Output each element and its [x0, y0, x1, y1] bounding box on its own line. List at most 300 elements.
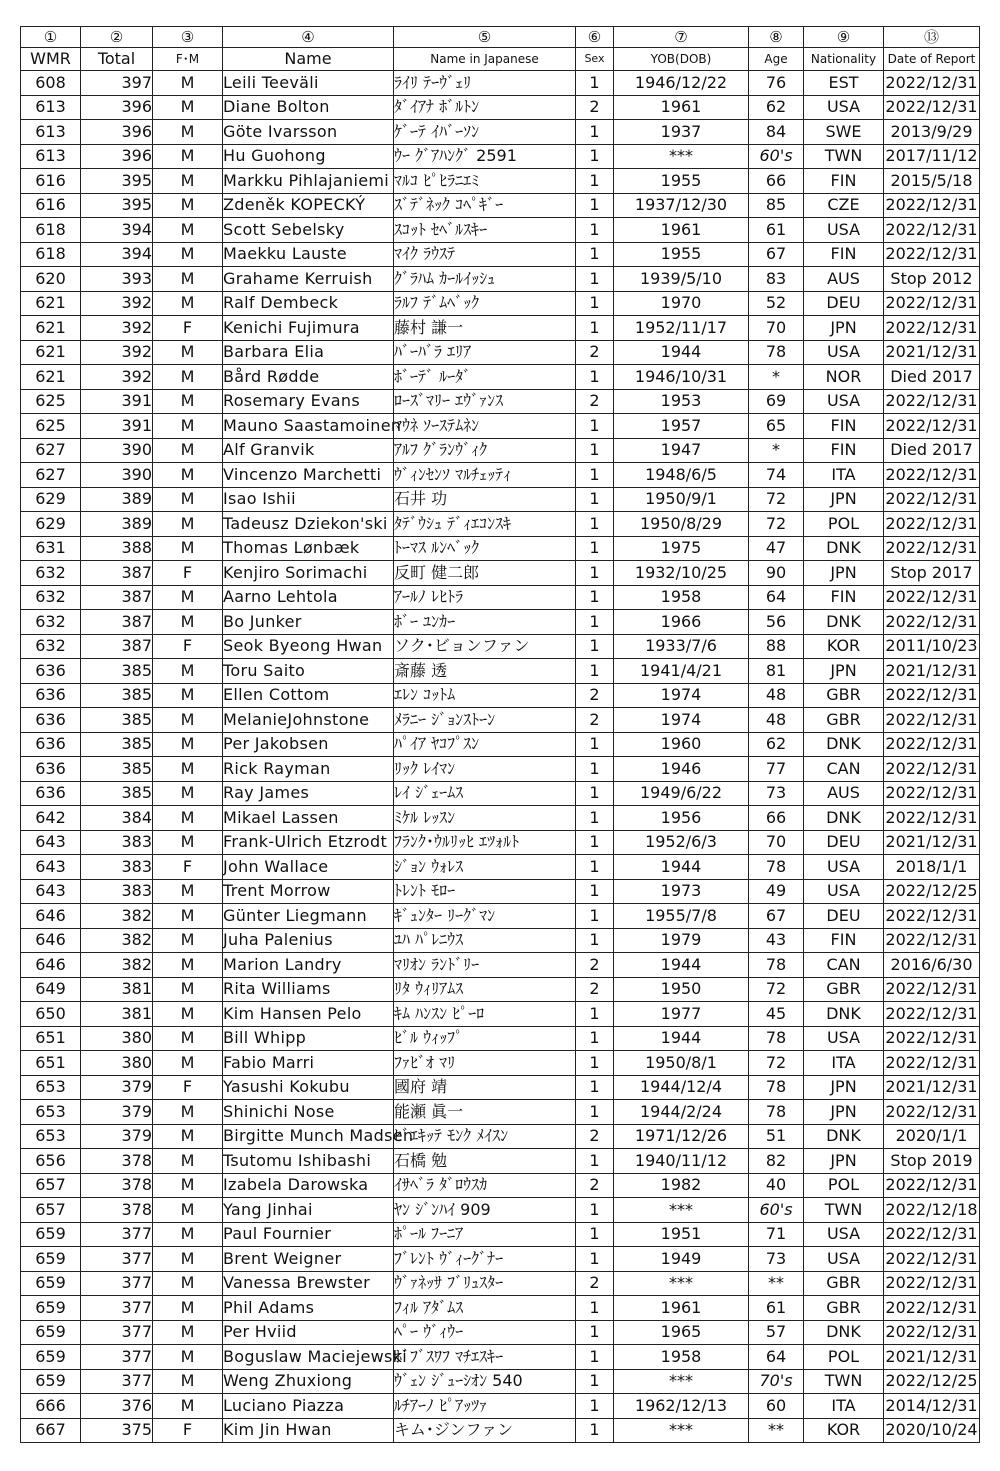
- age-cell: *: [749, 438, 804, 463]
- report-date-cell: 2022/12/31: [884, 806, 980, 831]
- total-cell: 378: [81, 1149, 153, 1174]
- name-cell: Phil Adams: [223, 1296, 394, 1321]
- report-date-cell: 2022/12/31: [884, 904, 980, 929]
- age-cell: 64: [749, 1345, 804, 1370]
- fm-cell: M: [153, 1394, 223, 1419]
- wmr-cell: 636: [21, 708, 81, 733]
- report-date-cell: 2022/12/31: [884, 1247, 980, 1272]
- japanese-name-cell: ﾘｯｸ ﾚｲﾏﾝ: [394, 757, 576, 782]
- table-row: [21, 365, 980, 390]
- sex-cell: 1: [576, 512, 614, 537]
- table-row: [21, 389, 980, 414]
- yob-cell: 1961: [614, 1296, 749, 1321]
- japanese-name-cell: ﾕﾊ ﾊﾟﾚﾆｳｽ: [394, 928, 576, 953]
- sex-cell: 1: [576, 1369, 614, 1394]
- table-row: [21, 1345, 980, 1370]
- sex-cell: 1: [576, 267, 614, 292]
- japanese-name-cell: ｷﾑ ﾊﾝｽﾝ ﾋﾟｰﾛ: [394, 1002, 576, 1027]
- name-cell: Vincenzo Marchetti: [223, 463, 394, 488]
- japanese-name-cell: ﾙﾁｱｰﾉ ﾋﾟｱｯﾂｧ: [394, 1394, 576, 1419]
- name-cell: Rosemary Evans: [223, 389, 394, 414]
- fm-cell: M: [153, 1247, 223, 1272]
- fm-cell: F: [153, 316, 223, 341]
- name-cell: Rita Williams: [223, 977, 394, 1002]
- total-cell: 379: [81, 1124, 153, 1149]
- fm-cell: M: [153, 1149, 223, 1174]
- wmr-cell: 659: [21, 1271, 81, 1296]
- fm-cell: M: [153, 1320, 223, 1345]
- col-num-date: ⑬: [884, 27, 980, 48]
- sex-cell: 1: [576, 1002, 614, 1027]
- yob-cell: 1961: [614, 95, 749, 120]
- wmr-cell: 625: [21, 389, 81, 414]
- col-num-fm: ③: [153, 27, 223, 48]
- name-cell: Kim Hansen Pelo: [223, 1002, 394, 1027]
- col-label-total: Total: [81, 48, 153, 71]
- yob-cell: 1940/11/12: [614, 1149, 749, 1174]
- report-date-cell: 2022/12/31: [884, 242, 980, 267]
- sex-cell: 1: [576, 438, 614, 463]
- yob-cell: 1965: [614, 1320, 749, 1345]
- total-cell: 385: [81, 781, 153, 806]
- wmr-cell: 646: [21, 928, 81, 953]
- report-date-cell: 2021/12/31: [884, 340, 980, 365]
- wmr-cell: 643: [21, 830, 81, 855]
- japanese-name-cell: ﾌﾗﾝｸ･ｳﾙﾘｯﾋ ｴﾂｫﾙﾄ: [394, 830, 576, 855]
- age-cell: 60: [749, 1394, 804, 1419]
- name-cell: Maekku Lauste: [223, 242, 394, 267]
- age-cell: 73: [749, 1247, 804, 1272]
- yob-cell: 1944/2/24: [614, 1100, 749, 1125]
- japanese-name-cell: ﾎﾟｰﾙ ﾌｰﾆｱ: [394, 1222, 576, 1247]
- ranking-table: [20, 26, 980, 1443]
- fm-cell: M: [153, 977, 223, 1002]
- nationality-cell: GBR: [804, 708, 884, 733]
- sex-cell: 1: [576, 781, 614, 806]
- name-cell: Thomas Lønbæk: [223, 536, 394, 561]
- age-cell: 72: [749, 977, 804, 1002]
- table-row: [21, 414, 980, 439]
- yob-cell: 1960: [614, 732, 749, 757]
- total-cell: 383: [81, 855, 153, 880]
- total-cell: 392: [81, 291, 153, 316]
- name-cell: Hu Guohong: [223, 144, 394, 169]
- nationality-cell: FIN: [804, 928, 884, 953]
- age-cell: 71: [749, 1222, 804, 1247]
- report-date-cell: Died 2017: [884, 438, 980, 463]
- japanese-name-cell: ﾏｲｸ ﾗｳｽﾃ: [394, 242, 576, 267]
- nationality-cell: CAN: [804, 757, 884, 782]
- fm-cell: M: [153, 120, 223, 145]
- report-date-cell: 2022/12/31: [884, 1320, 980, 1345]
- table-row: [21, 316, 980, 341]
- total-cell: 390: [81, 438, 153, 463]
- table-row: [21, 1369, 980, 1394]
- yob-cell: 1971/12/26: [614, 1124, 749, 1149]
- wmr-cell: 651: [21, 1051, 81, 1076]
- nationality-cell: FIN: [804, 414, 884, 439]
- yob-cell: 1933/7/6: [614, 634, 749, 659]
- table-row: [21, 120, 980, 145]
- report-date-cell: 2022/12/31: [884, 1051, 980, 1076]
- age-cell: 57: [749, 1320, 804, 1345]
- table-row: [21, 1100, 980, 1125]
- report-date-cell: 2022/12/31: [884, 585, 980, 610]
- report-date-cell: 2022/12/31: [884, 757, 980, 782]
- name-cell: Aarno Lehtola: [223, 585, 394, 610]
- wmr-cell: 613: [21, 144, 81, 169]
- nationality-cell: USA: [804, 389, 884, 414]
- table-row: [21, 1051, 980, 1076]
- wmr-cell: 659: [21, 1247, 81, 1272]
- nationality-cell: FIN: [804, 438, 884, 463]
- wmr-cell: 621: [21, 316, 81, 341]
- nationality-cell: ITA: [804, 1394, 884, 1419]
- table-row: [21, 487, 980, 512]
- total-cell: 387: [81, 634, 153, 659]
- wmr-cell: 653: [21, 1100, 81, 1125]
- yob-cell: 1946/12/22: [614, 71, 749, 96]
- age-cell: 78: [749, 1100, 804, 1125]
- nationality-cell: DNK: [804, 1124, 884, 1149]
- name-cell: Kenichi Fujimura: [223, 316, 394, 341]
- total-cell: 392: [81, 340, 153, 365]
- age-cell: 81: [749, 659, 804, 684]
- fm-cell: M: [153, 879, 223, 904]
- col-label-yob: YOB(DOB): [614, 48, 749, 71]
- total-cell: 376: [81, 1394, 153, 1419]
- japanese-name-cell: ｴﾚﾝ ｺｯﾄﾑ: [394, 683, 576, 708]
- report-date-cell: 2022/12/25: [884, 879, 980, 904]
- sex-cell: 1: [576, 757, 614, 782]
- total-cell: 380: [81, 1051, 153, 1076]
- fm-cell: M: [153, 291, 223, 316]
- sex-cell: 1: [576, 1247, 614, 1272]
- sex-cell: 1: [576, 414, 614, 439]
- sex-cell: 1: [576, 806, 614, 831]
- fm-cell: M: [153, 1222, 223, 1247]
- japanese-name-cell: 石橋 勉: [394, 1149, 576, 1174]
- sex-cell: 2: [576, 95, 614, 120]
- age-cell: 78: [749, 340, 804, 365]
- total-cell: 389: [81, 512, 153, 537]
- report-date-cell: Stop 2012: [884, 267, 980, 292]
- table-row: [21, 340, 980, 365]
- report-date-cell: 2022/12/31: [884, 708, 980, 733]
- nationality-cell: GBR: [804, 1271, 884, 1296]
- japanese-name-cell: ﾌﾞﾚﾝﾄ ｳﾞｨｰｸﾞﾅｰ: [394, 1247, 576, 1272]
- total-cell: 383: [81, 830, 153, 855]
- name-cell: Leili Teeväli: [223, 71, 394, 96]
- wmr-cell: 646: [21, 953, 81, 978]
- report-date-cell: 2022/12/31: [884, 71, 980, 96]
- nationality-cell: USA: [804, 1222, 884, 1247]
- table-row: [21, 830, 980, 855]
- age-cell: 47: [749, 536, 804, 561]
- report-date-cell: 2022/12/31: [884, 928, 980, 953]
- sex-cell: 1: [576, 120, 614, 145]
- japanese-name-cell: ﾒﾗﾆｰ ｼﾞｮﾝｽﾄｰﾝ: [394, 708, 576, 733]
- yob-cell: 1957: [614, 414, 749, 439]
- age-cell: 40: [749, 1173, 804, 1198]
- age-cell: 88: [749, 634, 804, 659]
- age-cell: 77: [749, 757, 804, 782]
- nationality-cell: DNK: [804, 806, 884, 831]
- wmr-cell: 636: [21, 781, 81, 806]
- wmr-cell: 621: [21, 340, 81, 365]
- fm-cell: M: [153, 830, 223, 855]
- report-date-cell: 2015/5/18: [884, 169, 980, 194]
- name-cell: Mauno Saastamoinen: [223, 414, 394, 439]
- sex-cell: 1: [576, 1026, 614, 1051]
- japanese-name-cell: ﾌｨﾙ ｱﾀﾞﾑｽ: [394, 1296, 576, 1321]
- nationality-cell: CZE: [804, 193, 884, 218]
- name-cell: Brent Weigner: [223, 1247, 394, 1272]
- nationality-cell: AUS: [804, 267, 884, 292]
- fm-cell: M: [153, 1051, 223, 1076]
- japanese-name-cell: ﾛｰｽﾞﾏﾘｰ ｴｳﾞｧﾝｽ: [394, 389, 576, 414]
- yob-cell: 1962/12/13: [614, 1394, 749, 1419]
- japanese-name-cell: ﾋﾞﾙ ｳｨｯﾌﾟ: [394, 1026, 576, 1051]
- japanese-name-cell: ｹﾞｰﾃ ｲﾊﾞｰｿﾝ: [394, 120, 576, 145]
- nationality-cell: DEU: [804, 291, 884, 316]
- name-cell: Per Jakobsen: [223, 732, 394, 757]
- wmr-cell: 650: [21, 1002, 81, 1027]
- yob-cell: 1939/5/10: [614, 267, 749, 292]
- japanese-name-cell: 國府 靖: [394, 1075, 576, 1100]
- nationality-cell: DEU: [804, 904, 884, 929]
- table-row: [21, 757, 980, 782]
- col-num-age: ⑧: [749, 27, 804, 48]
- age-cell: 61: [749, 218, 804, 243]
- yob-cell: 1955: [614, 242, 749, 267]
- total-cell: 382: [81, 904, 153, 929]
- yob-cell: 1951: [614, 1222, 749, 1247]
- yob-cell: 1961: [614, 218, 749, 243]
- table-row: [21, 977, 980, 1002]
- nationality-cell: DNK: [804, 536, 884, 561]
- table-row: [21, 634, 980, 659]
- report-date-cell: 2018/1/1: [884, 855, 980, 880]
- col-num-wmr: ①: [21, 27, 81, 48]
- wmr-cell: 636: [21, 683, 81, 708]
- sex-cell: 1: [576, 193, 614, 218]
- sex-cell: 2: [576, 389, 614, 414]
- yob-cell: 1932/10/25: [614, 561, 749, 586]
- age-cell: 70: [749, 316, 804, 341]
- table-body: [21, 71, 980, 1443]
- japanese-name-cell: ﾘﾀ ｳｨﾘｱﾑｽ: [394, 977, 576, 1002]
- fm-cell: M: [153, 1173, 223, 1198]
- sex-cell: 1: [576, 291, 614, 316]
- wmr-cell: 646: [21, 904, 81, 929]
- yob-cell: 1944: [614, 953, 749, 978]
- fm-cell: M: [153, 1100, 223, 1125]
- wmr-cell: 627: [21, 438, 81, 463]
- age-cell: 61: [749, 1296, 804, 1321]
- sex-cell: 1: [576, 144, 614, 169]
- age-cell: 82: [749, 1149, 804, 1174]
- name-cell: Per Hviid: [223, 1320, 394, 1345]
- report-date-cell: 2022/12/31: [884, 1222, 980, 1247]
- nationality-cell: GBR: [804, 1296, 884, 1321]
- age-cell: 62: [749, 732, 804, 757]
- yob-cell: 1953: [614, 389, 749, 414]
- total-cell: 385: [81, 757, 153, 782]
- total-cell: 396: [81, 144, 153, 169]
- total-cell: 397: [81, 71, 153, 96]
- report-date-cell: 2014/12/31: [884, 1394, 980, 1419]
- table-row: [21, 806, 980, 831]
- report-date-cell: 2020/10/24: [884, 1418, 980, 1443]
- report-date-cell: 2022/12/31: [884, 316, 980, 341]
- name-cell: Isao Ishii: [223, 487, 394, 512]
- report-date-cell: 2022/12/31: [884, 1026, 980, 1051]
- report-date-cell: 2022/12/31: [884, 512, 980, 537]
- age-cell: 62: [749, 95, 804, 120]
- fm-cell: M: [153, 144, 223, 169]
- nationality-cell: DNK: [804, 1320, 884, 1345]
- japanese-name-cell: ﾏﾘｵﾝ ﾗﾝﾄﾞﾘｰ: [394, 953, 576, 978]
- japanese-name-cell: ﾗｲﾘ ﾃｰｳﾞｪﾘ: [394, 71, 576, 96]
- total-cell: 382: [81, 928, 153, 953]
- name-cell: Marion Landry: [223, 953, 394, 978]
- yob-cell: 1948/6/5: [614, 463, 749, 488]
- nationality-cell: JPN: [804, 1100, 884, 1125]
- yob-cell: 1952/6/3: [614, 830, 749, 855]
- report-date-cell: 2022/12/31: [884, 193, 980, 218]
- fm-cell: M: [153, 71, 223, 96]
- yob-cell: 1970: [614, 291, 749, 316]
- wmr-cell: 631: [21, 536, 81, 561]
- fm-cell: M: [153, 1198, 223, 1223]
- japanese-name-cell: ｲｻﾍﾞﾗ ﾀﾞﾛｳｽｶ: [394, 1173, 576, 1198]
- japanese-name-cell: ﾗﾙﾌ ﾃﾞﾑﾍﾞｯｸ: [394, 291, 576, 316]
- japanese-name-cell: 石井 功: [394, 487, 576, 512]
- yob-cell: 1946: [614, 757, 749, 782]
- japanese-name-cell: ﾎﾞｰﾃﾞ ﾙｰﾀﾞ: [394, 365, 576, 390]
- age-cell: 85: [749, 193, 804, 218]
- japanese-name-cell: ﾊﾟｲｱ ﾔｺﾌﾟｽﾝ: [394, 732, 576, 757]
- fm-cell: M: [153, 1124, 223, 1149]
- sex-cell: 1: [576, 487, 614, 512]
- yob-cell: 1950/9/1: [614, 487, 749, 512]
- nationality-cell: AUS: [804, 781, 884, 806]
- nationality-cell: JPN: [804, 659, 884, 684]
- fm-cell: M: [153, 1345, 223, 1370]
- yob-cell: 1950: [614, 977, 749, 1002]
- table-row: [21, 193, 980, 218]
- japanese-name-cell: ｳｰ ｸﾞｱﾊﾝｸﾞ 2591: [394, 144, 576, 169]
- age-cell: 45: [749, 1002, 804, 1027]
- total-cell: 385: [81, 732, 153, 757]
- total-cell: 380: [81, 1026, 153, 1051]
- fm-cell: M: [153, 365, 223, 390]
- age-cell: 64: [749, 585, 804, 610]
- nationality-cell: USA: [804, 218, 884, 243]
- report-date-cell: 2022/12/31: [884, 414, 980, 439]
- sex-cell: 1: [576, 316, 614, 341]
- report-date-cell: 2022/12/31: [884, 1271, 980, 1296]
- table-row: [21, 928, 980, 953]
- age-cell: 66: [749, 169, 804, 194]
- nationality-cell: JPN: [804, 1149, 884, 1174]
- sex-cell: 1: [576, 610, 614, 635]
- sex-cell: 1: [576, 830, 614, 855]
- sex-cell: 2: [576, 977, 614, 1002]
- sex-cell: 1: [576, 659, 614, 684]
- yob-cell: 1958: [614, 1345, 749, 1370]
- total-cell: 381: [81, 977, 153, 1002]
- wmr-cell: 629: [21, 512, 81, 537]
- wmr-cell: 659: [21, 1345, 81, 1370]
- total-cell: 388: [81, 536, 153, 561]
- yob-cell: 1974: [614, 708, 749, 733]
- col-label-date: Date of Report: [884, 48, 980, 71]
- nationality-cell: JPN: [804, 1075, 884, 1100]
- report-date-cell: 2016/6/30: [884, 953, 980, 978]
- table-row: [21, 1075, 980, 1100]
- fm-cell: M: [153, 1002, 223, 1027]
- report-date-cell: 2022/12/31: [884, 218, 980, 243]
- wmr-cell: 659: [21, 1320, 81, 1345]
- total-cell: 378: [81, 1198, 153, 1223]
- name-cell: Juha Palenius: [223, 928, 394, 953]
- nationality-cell: NOR: [804, 365, 884, 390]
- report-date-cell: 2022/12/18: [884, 1198, 980, 1223]
- col-label-sex: Sex: [576, 48, 614, 71]
- nationality-cell: TWN: [804, 1369, 884, 1394]
- fm-cell: M: [153, 1296, 223, 1321]
- table-row: [21, 879, 980, 904]
- report-date-cell: 2022/12/31: [884, 95, 980, 120]
- total-cell: 392: [81, 316, 153, 341]
- japanese-name-cell: 反町 健二郎: [394, 561, 576, 586]
- report-date-cell: 2022/12/31: [884, 536, 980, 561]
- nationality-cell: SWE: [804, 120, 884, 145]
- total-cell: 389: [81, 487, 153, 512]
- age-cell: *: [749, 365, 804, 390]
- yob-cell: 1941/4/21: [614, 659, 749, 684]
- name-cell: Fabio Marri: [223, 1051, 394, 1076]
- fm-cell: M: [153, 953, 223, 978]
- name-cell: Alf Granvik: [223, 438, 394, 463]
- table-row: [21, 463, 980, 488]
- sex-cell: 2: [576, 953, 614, 978]
- table-row: [21, 512, 980, 537]
- yob-cell: 1944: [614, 855, 749, 880]
- yob-cell: 1952/11/17: [614, 316, 749, 341]
- table-row: [21, 71, 980, 96]
- age-cell: 65: [749, 414, 804, 439]
- table-row: [21, 169, 980, 194]
- report-date-cell: 2022/12/31: [884, 1296, 980, 1321]
- wmr-cell: 657: [21, 1173, 81, 1198]
- nationality-cell: FIN: [804, 242, 884, 267]
- sex-cell: 2: [576, 1271, 614, 1296]
- sex-cell: 1: [576, 1222, 614, 1247]
- wmr-cell: 649: [21, 977, 81, 1002]
- japanese-name-cell: ｱｰﾙﾉ ﾚﾋﾄﾗ: [394, 585, 576, 610]
- nationality-cell: JPN: [804, 487, 884, 512]
- table-row: [21, 1026, 980, 1051]
- sex-cell: 2: [576, 1124, 614, 1149]
- sex-cell: 1: [576, 463, 614, 488]
- total-cell: 385: [81, 683, 153, 708]
- report-date-cell: 2022/12/31: [884, 732, 980, 757]
- yob-cell: 1950/8/1: [614, 1051, 749, 1076]
- sex-cell: 2: [576, 708, 614, 733]
